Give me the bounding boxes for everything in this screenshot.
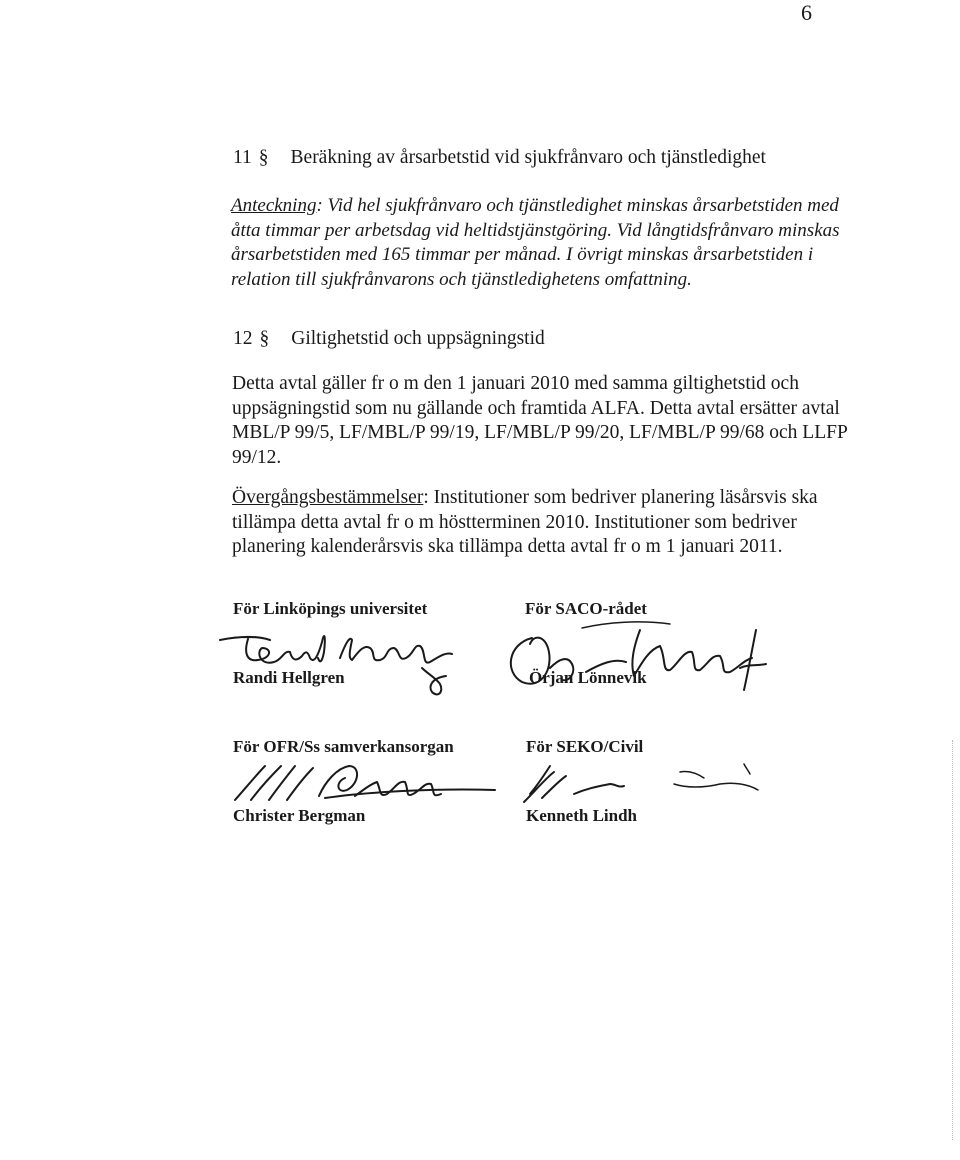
signatory-name: Randi Hellgren	[233, 668, 345, 687]
paragraph-symbol: §	[258, 147, 269, 168]
section-12-heading	[233, 328, 545, 350]
section-11-heading	[233, 147, 766, 169]
note-text: : Vid hel sjukfrånvaro och tjänstledighet minskas årsarbetstiden med åtta timmar per arbetsdag vid heltidstjänstgöring. Vid långtidsfrånvaro minskas årsarbetstiden med 165 timmar per månad. I övrigt minskas årsarbetstiden i relation till sjukfrånvarons och tjänstledighetens omfattning.	[231, 195, 840, 290]
signatory-name: Christer Bergman	[233, 806, 366, 825]
handwritten-signature	[490, 610, 790, 710]
section-number: 11	[233, 147, 252, 168]
transition-text: : Institutioner som bedriver planering läsårsvis ska tillämpa detta avtal fr o m höstterminen 2010. Institutioner som bedriver planering kalenderårsvis ska tillämpa detta avtal fr o m 1 januari 2011.	[232, 487, 818, 557]
signatory-org: För SEKO/Civil	[526, 737, 644, 756]
note-paragraph	[231, 194, 851, 292]
scan-margin-line	[952, 740, 953, 1140]
signatory-org: För OFR/Ss samverkansorgan	[233, 737, 454, 756]
page-number: 6	[801, 0, 812, 25]
signatory-org: För SACO-rådet	[525, 599, 647, 618]
section-title: Beräkning av årsarbetstid vid sjukfrånvaro och tjänstledighet	[290, 147, 766, 168]
transition-paragraph	[232, 486, 852, 560]
section-title: Giltighetstid och uppsägningstid	[291, 328, 545, 349]
section-number: 12	[233, 328, 253, 349]
validity-paragraph: Detta avtal gäller fr o m den 1 januari 2010 med samma giltighetstid och uppsägningstid som nu gällande och framtida ALFA. Detta avtal ersätter avtal MBL/P 99/5, LF/MBL/P 99/19, LF/MBL/P 99/20, LF/MBL/P 99/68 och LLFP 99/12.	[232, 373, 848, 468]
signatory-org: För Linköpings universitet	[233, 599, 428, 618]
note-label: Anteckning	[231, 195, 317, 216]
transition-label: Övergångsbestämmelser	[232, 487, 424, 508]
handwritten-signature	[200, 622, 470, 702]
signatory-name: Örjan Lönnevik	[529, 668, 647, 687]
paragraph-symbol: §	[259, 328, 270, 349]
signatory-name: Kenneth Lindh	[526, 806, 638, 825]
